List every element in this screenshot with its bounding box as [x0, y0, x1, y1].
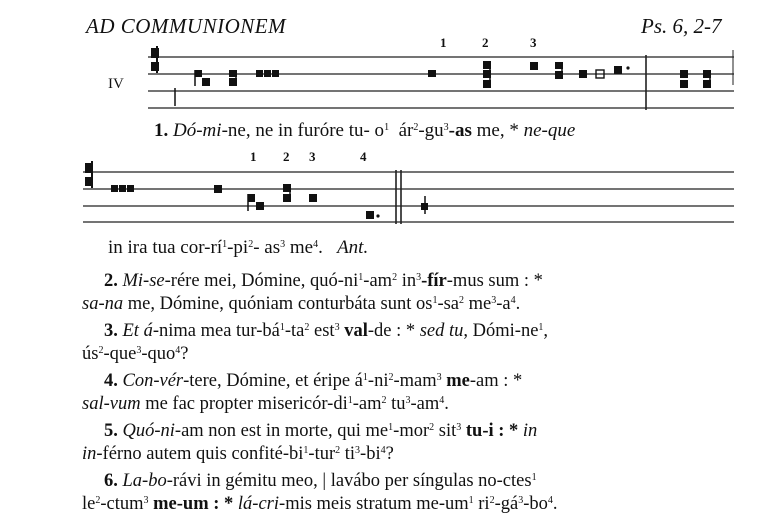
verse-accent-number: 3: [143, 495, 149, 506]
verse-syllable: -mam: [393, 371, 437, 391]
verse-accent-number: 4: [439, 395, 445, 406]
mode-label: IV: [108, 76, 124, 92]
verse-syllable: -quo: [141, 344, 176, 364]
verse-number: 4.: [104, 371, 118, 391]
verse-accent-number: 3: [491, 295, 497, 306]
verse-syllable: sit: [434, 421, 457, 441]
verse-syllable: val: [339, 321, 368, 341]
verse-3: [104, 320, 548, 343]
verse-syllable: -ni: [367, 371, 389, 391]
verse-accent-number: 4: [547, 495, 553, 506]
lyric-text: -ne, ne in furóre tu- o: [221, 120, 385, 141]
verse-accent-number: 4: [510, 295, 516, 306]
lyric-syllable: -gu: [418, 120, 444, 141]
verse-syllable: tu: [461, 421, 483, 441]
verse-4: [104, 370, 522, 393]
lyric-syllable: me: [285, 237, 314, 258]
verse-syllable: in: [522, 421, 538, 441]
staff1-number-2: 2: [482, 35, 489, 50]
verse-text: -tere, Dómine, et éripe á: [183, 371, 363, 391]
lyric-text: .: [318, 237, 323, 258]
staff2-number-3: 3: [309, 149, 316, 164]
verse-accent-number: 1: [303, 445, 309, 456]
verse-text: -mus sum : *: [446, 271, 543, 291]
verse-syllable: -mor: [393, 421, 430, 441]
verse-accent-number: 2: [381, 395, 387, 406]
verse-syllable: est: [309, 321, 335, 341]
verse-text: .: [552, 494, 558, 514]
verse-syllable: -gá: [494, 494, 519, 514]
verse-syllable: me: [464, 294, 492, 314]
verse-syllable: me: [441, 371, 470, 391]
verse-text: -rávi in gémitu meo, | lavábo per síngulas no-ctes: [166, 471, 532, 491]
verse-syllable: -am: [352, 394, 382, 414]
verse-text: .: [444, 394, 449, 414]
verse-6-cont: [82, 493, 558, 516]
verse-accent-number: 1: [279, 322, 285, 333]
lyric-syllable: -mi: [196, 120, 222, 141]
verse-2: [104, 270, 543, 293]
verse-text: ,: [543, 321, 549, 341]
verse-accent-number: 1: [538, 322, 544, 333]
verse-accent-number: 3: [334, 322, 340, 333]
lyric-text: me, *: [471, 120, 524, 141]
verse-syllable: -que: [103, 344, 137, 364]
verse-text: ?: [180, 344, 189, 364]
verse-syllable: -bi: [360, 444, 381, 464]
lyric-accent-number: 3: [443, 122, 449, 133]
verse-accent-number: 3: [355, 445, 361, 456]
verse-syllable: ús: [82, 344, 99, 364]
staff-2: [83, 170, 734, 224]
verse-text: ?: [385, 444, 394, 464]
verse-accent-number: 2: [392, 272, 398, 283]
verse-text: -rére mei, Dómine, quó-ni: [164, 271, 359, 291]
verse-syllable: ri: [473, 494, 490, 514]
verse-text: .: [515, 294, 521, 314]
verse-syllable: sa-na: [82, 294, 124, 314]
verse-syllable: tu: [386, 394, 406, 414]
verse-2-cont: [82, 293, 520, 316]
lyric-line-1: [154, 120, 575, 142]
verse-accent-number: 2: [489, 495, 495, 506]
verse-syllable: La-bo: [122, 471, 167, 491]
verse-accent-number: 2: [335, 445, 341, 456]
verse-syllable: Con-vér: [122, 371, 184, 391]
verse-4-cont: [82, 393, 449, 416]
verse-text: -nima mea tur-bá: [152, 321, 280, 341]
verse-text: -mis meis stratum me-um: [279, 494, 469, 514]
lyric-syllable: Dó: [173, 120, 197, 141]
staff2-number-4: 4: [360, 149, 367, 164]
verse-accent-number: 1: [531, 472, 537, 483]
verse-5: [104, 420, 537, 443]
verse-number: 5.: [104, 421, 118, 441]
verse-5-cont: [82, 443, 394, 466]
staff1-number-3: 3: [530, 35, 537, 50]
verse-6: [104, 470, 537, 493]
verse-accent-number: 3: [518, 495, 524, 506]
verse-syllable: sed tu: [419, 321, 464, 341]
verse-accent-number: 2: [429, 422, 435, 433]
verse-text: -am : *: [469, 371, 523, 391]
verse-syllable: Et á: [122, 321, 153, 341]
verse-number: 2.: [104, 271, 118, 291]
verse-syllable: -tur: [308, 444, 336, 464]
lyric-syllable: -as: [448, 120, 472, 141]
verse-syllable: -fír: [421, 271, 447, 291]
verse-text: -um : *: [176, 494, 238, 514]
verse-accent-number: 3: [405, 395, 411, 406]
antiphon-marker: Ant.: [337, 237, 369, 258]
lyric-syllable: -pi: [227, 237, 249, 258]
verse-accent-number: 2: [304, 322, 310, 333]
lyric-line-2: [108, 237, 368, 259]
verse-accent-number: 3: [416, 272, 422, 283]
verse-syllable: me: [148, 494, 177, 514]
verse-number-1: 1.: [154, 120, 169, 141]
verse-syllable: le: [82, 494, 96, 514]
verse-text: me, Dómine, quóniam conturbáta sunt os: [123, 294, 433, 314]
lyric-syllable: ár: [398, 120, 414, 141]
lyric-accent-number: 4: [313, 239, 319, 250]
verse-accent-number: 3: [456, 422, 462, 433]
verse-syllable: lá-cri: [237, 494, 280, 514]
verse-text: -de : *: [367, 321, 420, 341]
verse-syllable: sal-vum: [82, 394, 141, 414]
verse-syllable: -am: [363, 271, 393, 291]
lyric-accent-number: 2: [413, 122, 419, 133]
chant-title: AD COMMUNIONEM: [86, 14, 287, 38]
lyric-text: in ira tua cor-rí: [108, 237, 223, 258]
verse-syllable: Quó-ni: [122, 421, 175, 441]
verse-accent-number: 3: [436, 372, 442, 383]
verse-syllable: -a: [496, 294, 511, 314]
lyric-accent-number: 1: [384, 122, 390, 133]
verse-accent-number: 1: [362, 372, 368, 383]
staff-2-neumes: [85, 161, 428, 219]
staff1-number-1: 1: [440, 35, 447, 50]
verse-syllable: -ctum: [100, 494, 144, 514]
verse-accent-number: 2: [459, 295, 465, 306]
verse-syllable: -bo: [523, 494, 548, 514]
lyric-syllable: - as: [253, 237, 281, 258]
verse-text: -férno autem quis confité-bi: [96, 444, 304, 464]
lyric-accent-number: 1: [222, 239, 228, 250]
verse-text: me fac propter misericór-di: [140, 394, 348, 414]
verse-3-cont: [82, 343, 188, 366]
psalm-reference: Ps. 6, 2-7: [641, 14, 722, 38]
verse-text: -am non est in morte, qui me: [174, 421, 389, 441]
verse-accent-number: 1: [468, 495, 474, 506]
verse-accent-number: 3: [136, 345, 142, 356]
verse-text: -i : *: [482, 421, 523, 441]
verse-syllable: -ta: [284, 321, 305, 341]
verse-accent-number: 1: [388, 422, 394, 433]
staff-1-neumes: [151, 46, 711, 106]
verse-accent-number: 1: [358, 272, 364, 283]
verse-syllable: Mi-se: [122, 271, 165, 291]
verse-syllable: -am: [410, 394, 440, 414]
verse-accent-number: 2: [98, 345, 104, 356]
verse-syllable: ti: [340, 444, 356, 464]
verse-accent-number: 4: [380, 445, 386, 456]
lyric-accent-number: 3: [280, 239, 286, 250]
verse-syllable: -sa: [437, 294, 460, 314]
verse-syllable: in: [82, 444, 97, 464]
staff2-number-2: 2: [283, 149, 290, 164]
verse-number: 3.: [104, 321, 118, 341]
verse-text: , Dómi-ne: [463, 321, 539, 341]
verse-number: 6.: [104, 471, 118, 491]
lyric-syllable: ne-que: [523, 120, 576, 141]
verse-accent-number: 2: [95, 495, 101, 506]
verse-accent-number: 1: [347, 395, 353, 406]
verse-accent-number: 1: [432, 295, 438, 306]
verse-accent-number: 4: [175, 345, 181, 356]
staff2-number-1: 1: [250, 149, 257, 164]
verse-accent-number: 2: [388, 372, 394, 383]
verse-syllable: in: [397, 271, 417, 291]
lyric-accent-number: 2: [248, 239, 254, 250]
